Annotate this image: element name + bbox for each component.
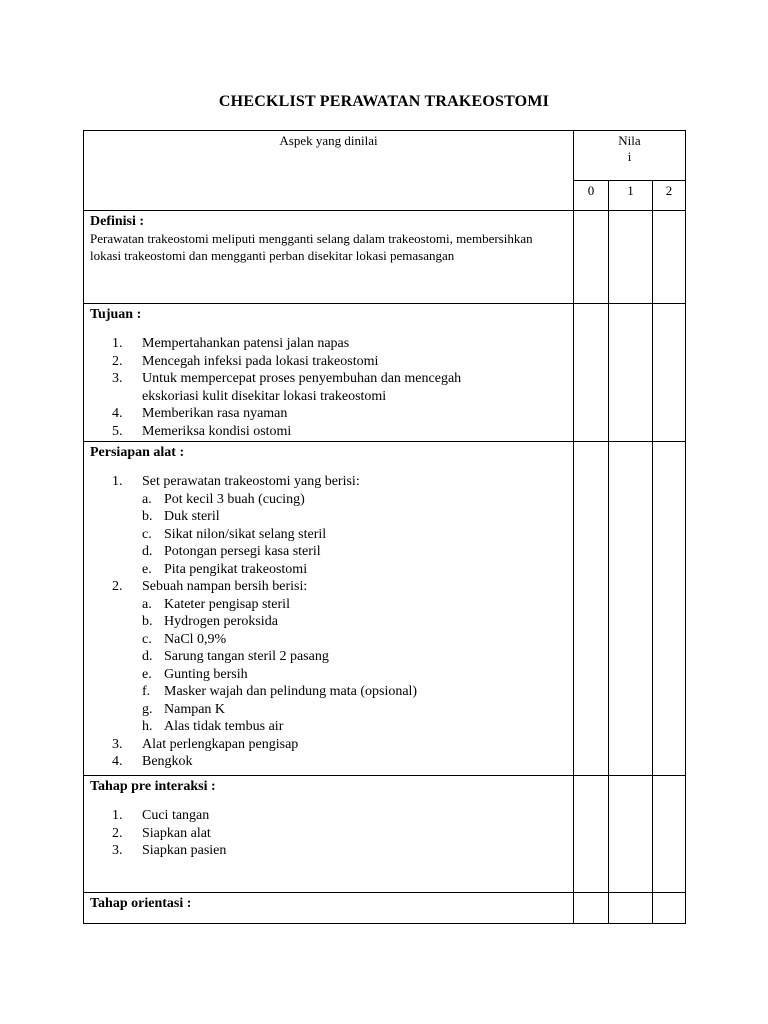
- score-header-0: 0: [574, 181, 609, 211]
- sub-text: Sarung tangan steril 2 pasang: [164, 649, 329, 664]
- pre-interaksi-label: Tahap pre interaksi :: [90, 779, 216, 794]
- score-cell-1[interactable]: [609, 893, 653, 924]
- document-title: CHECKLIST PERAWATAN TRAKEOSTOMI: [218, 93, 550, 110]
- sub-letter: f.: [142, 684, 151, 699]
- sub-item: [142, 526, 567, 544]
- item-text: Cuci tangan: [142, 808, 210, 823]
- sub-item: [142, 648, 567, 666]
- sub-text: NaCl 0,9%: [164, 631, 227, 647]
- sub-letter: d.: [142, 544, 153, 559]
- sub-text: Duk steril: [164, 509, 220, 524]
- list-item: [90, 353, 567, 371]
- score-cell-1[interactable]: [609, 442, 653, 776]
- item-text: Mencegah infeksi pada lokasi trakeostomi: [142, 353, 379, 369]
- item-number: 1.: [112, 336, 123, 351]
- item-number: 3.: [112, 843, 123, 858]
- score-cell-1[interactable]: [609, 776, 653, 893]
- sub-item: [142, 508, 567, 526]
- item-text: Set perawatan trakeostomi yang berisi:: [142, 474, 360, 489]
- checklist-table: [83, 130, 686, 924]
- list-item: [90, 807, 567, 825]
- score-cell-2[interactable]: [653, 893, 686, 924]
- sub-item: [142, 543, 567, 561]
- score-header-2: 2: [653, 181, 686, 211]
- list-item: [90, 753, 567, 771]
- sub-letter: e.: [142, 666, 152, 682]
- header-nilai-line1: Nila: [618, 133, 641, 148]
- item-text: Siapkan alat: [142, 825, 211, 841]
- header-nilai-line2: i: [627, 149, 632, 164]
- tujuan-list: [90, 335, 567, 440]
- score-cell-0[interactable]: [574, 442, 609, 776]
- list-item: [90, 423, 567, 441]
- sub-letter: h.: [142, 719, 153, 734]
- row-pre-interaksi: [84, 776, 686, 893]
- item-number: 4.: [112, 754, 123, 769]
- sub-item: [142, 631, 567, 649]
- item-text: Siapkan pasien: [142, 843, 227, 858]
- persiapan-list: [90, 473, 567, 771]
- list-item: [90, 825, 567, 843]
- item-text: Mempertahankan patensi jalan napas: [142, 336, 350, 351]
- persiapan-cell: [84, 442, 574, 776]
- item-number: 1.: [112, 808, 123, 823]
- list-item: [90, 842, 567, 860]
- sub-item: [142, 561, 567, 579]
- score-cell-1[interactable]: [609, 304, 653, 442]
- sub-item: [142, 683, 567, 701]
- sub-item: [142, 666, 567, 684]
- item-number: 3.: [112, 371, 123, 386]
- header-nilai: [574, 131, 686, 181]
- sub-letter: b.: [142, 614, 153, 629]
- item-number: 4.: [112, 406, 123, 421]
- score-header-1: 1: [609, 181, 653, 211]
- item-number: 2.: [112, 579, 123, 594]
- definisi-text-line2: lokasi trakeostomi dan mengganti perban disekitar lokasi pemasangan: [90, 248, 455, 263]
- row-persiapan-alat: [84, 442, 686, 776]
- item-number: 2.: [112, 825, 123, 841]
- sub-item: [142, 701, 567, 719]
- sub-text: Pita pengikat trakeostomi: [164, 561, 308, 577]
- score-cell-0[interactable]: [574, 776, 609, 893]
- score-cell-1[interactable]: [609, 211, 653, 304]
- sub-item: [142, 491, 567, 509]
- item-text: Memberikan rasa nyaman: [142, 406, 288, 421]
- sub-text: Pot kecil 3 buah (cucing): [164, 491, 305, 507]
- item-text: Untuk mempercepat proses penyembuhan dan mencegah ekskoriasi kulit disekitar lokasi trakeostomi: [142, 371, 462, 404]
- definisi-text-line1: Perawatan trakeostomi meliputi mengganti selang dalam trakeostomi, membersihkan: [90, 231, 533, 246]
- row-orientasi: [84, 893, 686, 924]
- item-text: Alat perlengkapan pengisap: [142, 736, 299, 752]
- sub-letter: d.: [142, 649, 153, 664]
- tujuan-cell: [84, 304, 574, 442]
- tujuan-label: Tujuan :: [90, 307, 142, 322]
- item-number: 1.: [112, 474, 123, 489]
- list-item: [90, 578, 567, 736]
- sub-text: Sikat nilon/sikat selang steril: [164, 526, 327, 542]
- orientasi-label: Tahap orientasi :: [90, 896, 192, 911]
- sub-text: Kateter pengisap steril: [164, 596, 290, 612]
- sub-letter: b.: [142, 509, 153, 524]
- item-text: Memeriksa kondisi ostomi: [142, 423, 292, 439]
- sub-text: Nampan K: [164, 701, 226, 717]
- persiapan-sub-list-2: [142, 596, 567, 736]
- item-text: Sebuah nampan bersih berisi:: [142, 579, 308, 594]
- pre-interaksi-list: [90, 807, 567, 860]
- sub-text: Hydrogen peroksida: [164, 614, 278, 629]
- sub-text: Alas tidak tembus air: [164, 719, 284, 734]
- list-item: [90, 405, 567, 423]
- sub-item: [142, 596, 567, 614]
- row-tujuan: [84, 304, 686, 442]
- score-cell-2[interactable]: [653, 442, 686, 776]
- sub-item: [142, 613, 567, 631]
- sub-text: Masker wajah dan pelindung mata (opsional): [164, 684, 418, 699]
- persiapan-label: Persiapan alat :: [90, 445, 185, 460]
- list-item: [90, 473, 567, 578]
- sub-letter: e.: [142, 561, 152, 577]
- orientasi-cell: [84, 893, 574, 924]
- score-cell-0[interactable]: [574, 304, 609, 442]
- header-aspek: Aspek yang dinilai: [84, 131, 574, 211]
- score-cell-0[interactable]: [574, 893, 609, 924]
- sub-letter: g.: [142, 701, 153, 717]
- sub-text: Potongan persegi kasa steril: [164, 544, 321, 559]
- list-item: [90, 370, 567, 405]
- score-cell-2[interactable]: [653, 776, 686, 893]
- item-number: 5.: [112, 423, 123, 439]
- item-number: 3.: [112, 736, 123, 752]
- list-item: [90, 335, 567, 353]
- sub-letter: a.: [142, 596, 152, 612]
- row-definisi: [84, 211, 686, 304]
- item-text: Bengkok: [142, 754, 193, 769]
- pre-interaksi-cell: [84, 776, 574, 893]
- sub-letter: c.: [142, 526, 152, 542]
- score-cell-2[interactable]: [653, 211, 686, 304]
- definisi-cell: [84, 211, 574, 304]
- score-cell-0[interactable]: [574, 211, 609, 304]
- score-cell-2[interactable]: [653, 304, 686, 442]
- item-number: 2.: [112, 353, 123, 369]
- table-header-row: [84, 131, 686, 181]
- sub-text: Gunting bersih: [164, 666, 248, 682]
- persiapan-sub-list-1: [142, 491, 567, 579]
- sub-letter: a.: [142, 491, 152, 507]
- sub-letter: c.: [142, 631, 152, 647]
- definisi-label: Definisi :: [90, 214, 145, 229]
- list-item: [90, 736, 567, 754]
- sub-item: [142, 718, 567, 736]
